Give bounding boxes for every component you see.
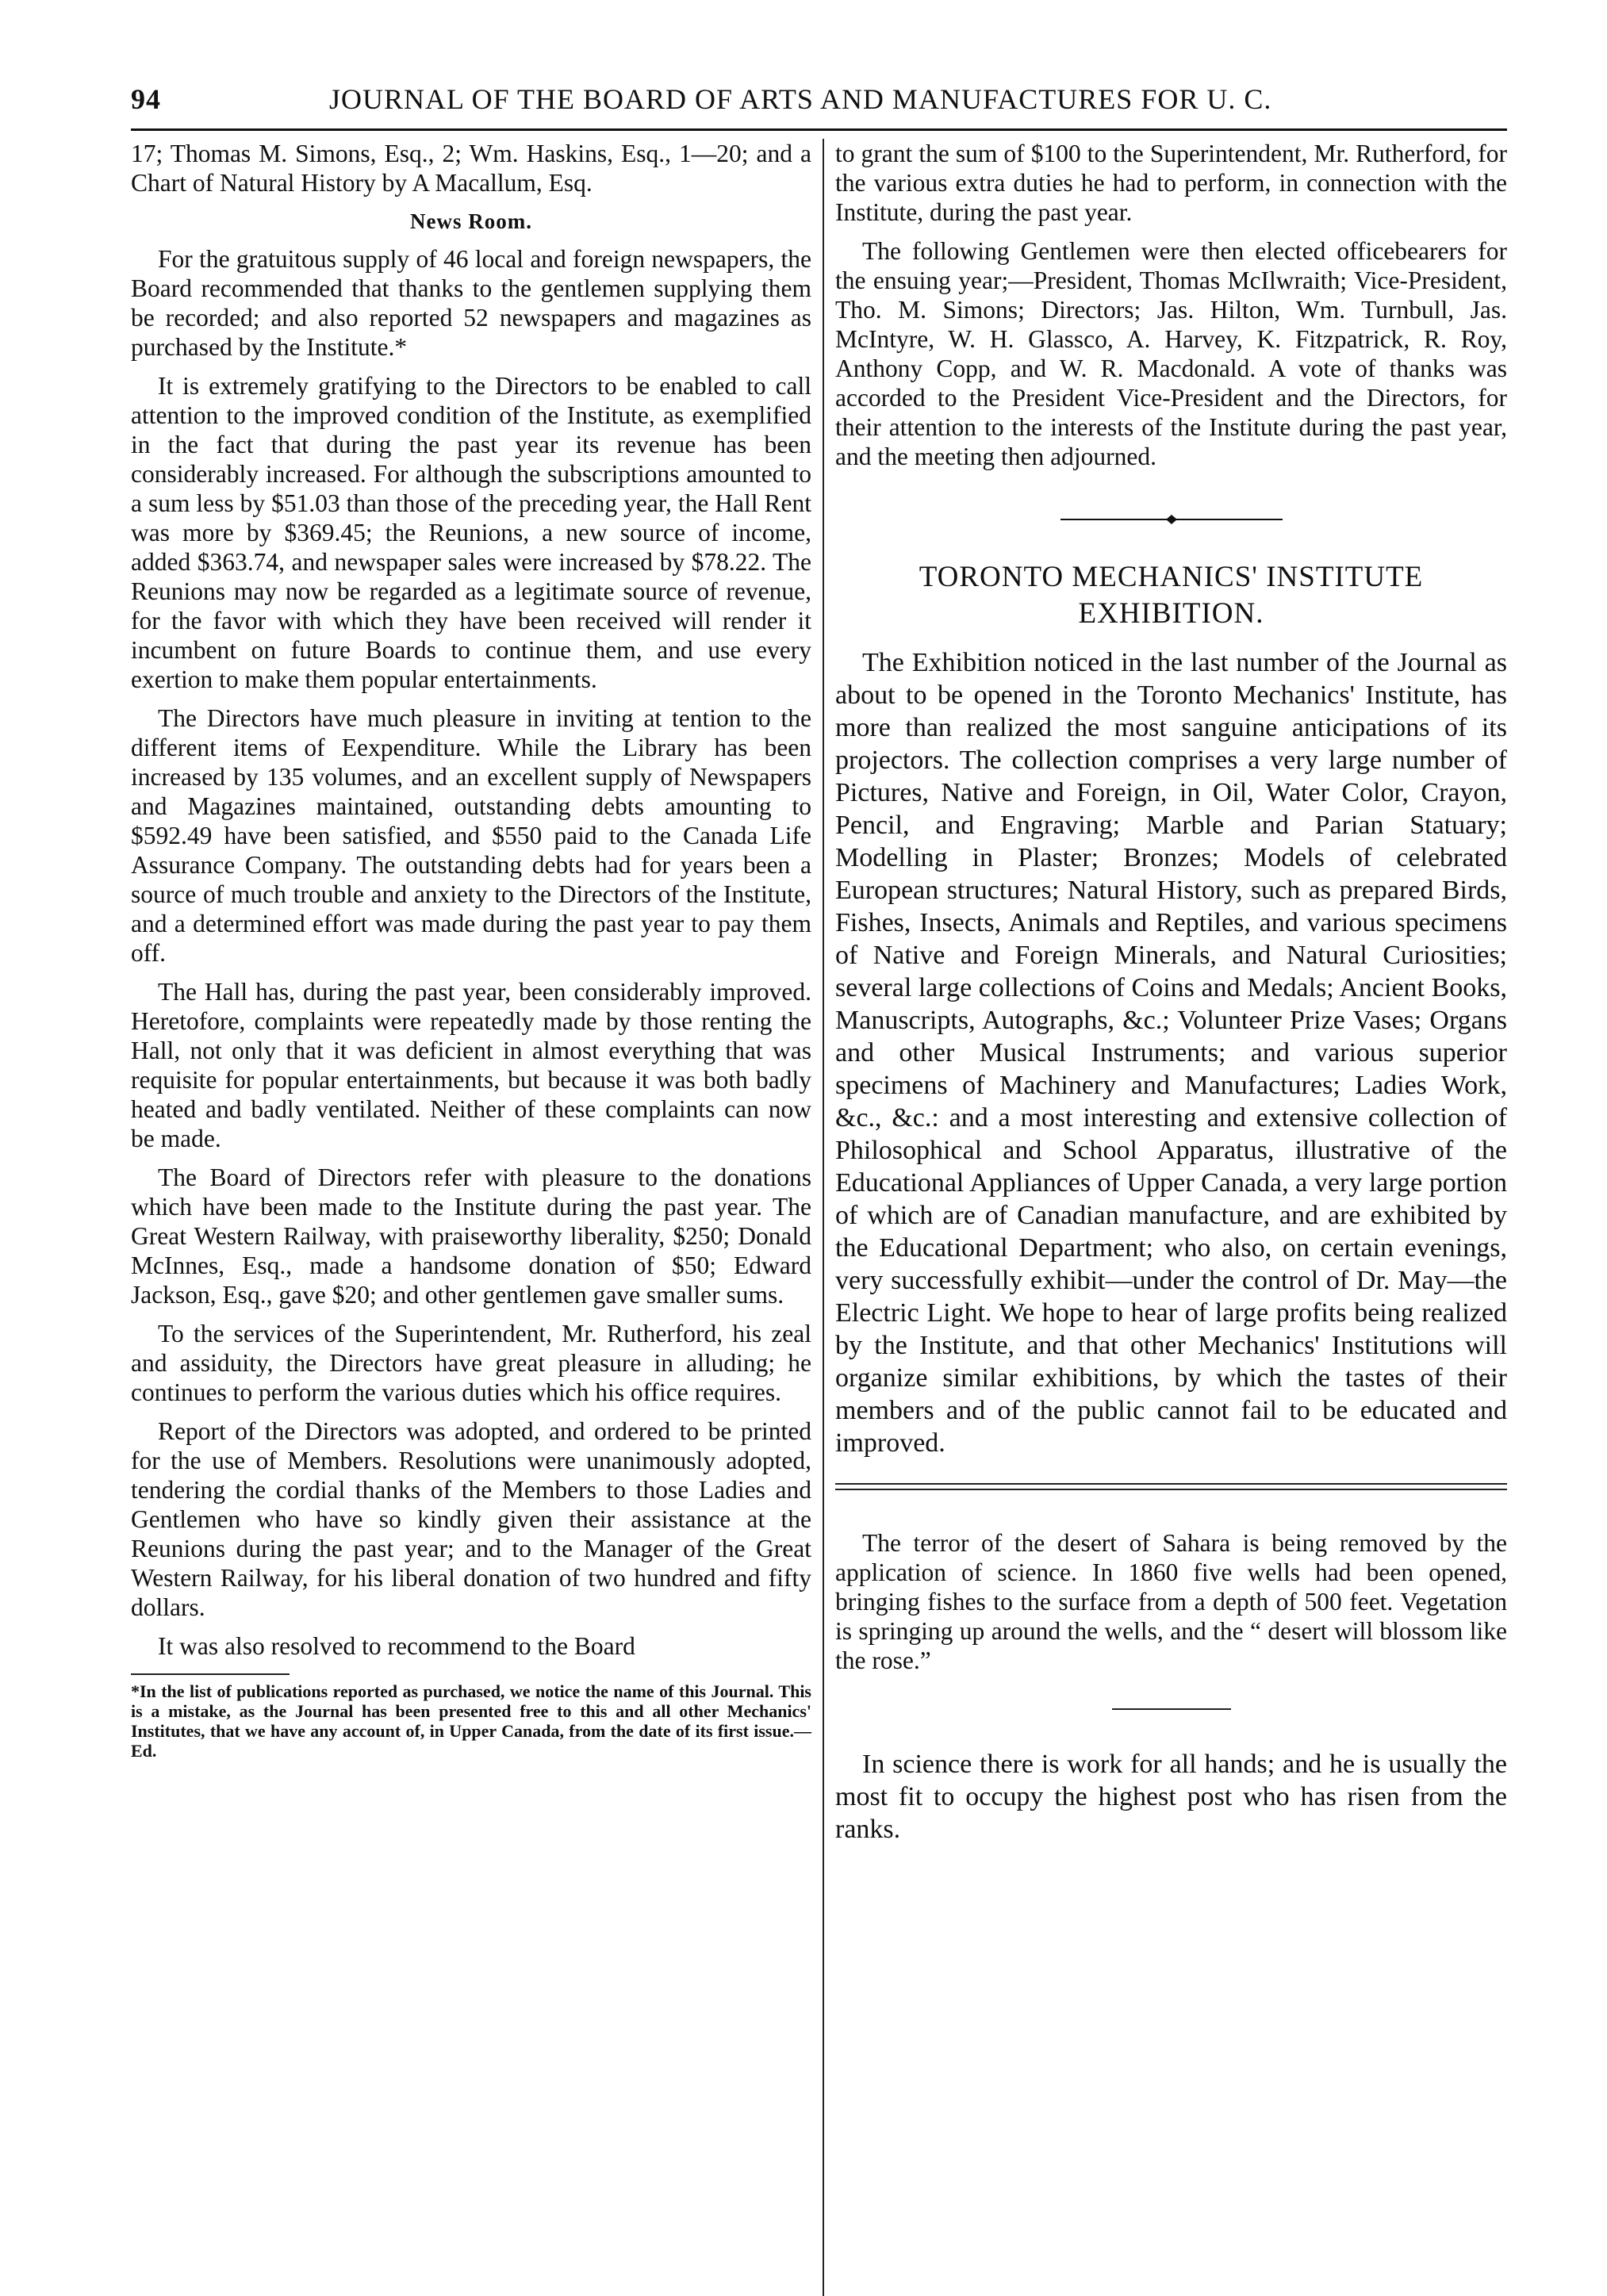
paragraph-hall: The Hall has, during the past year, been considerably improved. Heretofore, complaints were repeatedly made by those renting the Hall, not only that it was deficient in almost everything that was requisite for popular entertainments, but because it was both badly heated and badly ventilated. Neither of these complaints can now be made. xyxy=(131,978,811,1152)
double-rule xyxy=(835,1483,1507,1490)
paragraph-report: Report of the Directors was adopted, and ordered to be printed for the use of Members. Resolutions were unanimously adopted, tendering the cordial thanks of the Members to those Ladies and Gentlemen who have so kindly given their assistance at the Reunions during the past year; and to the Manager of the Great Western Railway, for his liberal donation of two hundred and fifty dollars. xyxy=(131,1417,811,1621)
exhibition-title-line-2: EXHIBITION. xyxy=(1078,597,1264,630)
paragraph-sahara: The terror of the desert of Sahara is being removed by the application of science. In 1860 five wells had been opened, bringing fishes to the surface from a depth of 500 feet. Vegetation is springing up around the wells, and the “ desert will blossom like the rose.” xyxy=(835,1529,1507,1674)
exhibition-title xyxy=(835,559,1507,632)
paragraph-science: In science there is work for all hands; and he is usually the most fit to occupy the highest post who has risen from the ranks. xyxy=(835,1750,1507,1844)
paragraph-intro: 17; Thomas M. Simons, Esq., 2; Wm. Haskins, Esq., 1—20; and a Chart of Natural History by A Macallum, Esq. xyxy=(131,140,811,197)
ornament-rule-icon xyxy=(1060,514,1283,525)
left-column xyxy=(131,139,811,1761)
exhibition-title-line-1: TORONTO MECHANICS' INSTITUTE xyxy=(919,561,1424,593)
paragraph-exhibition: The Exhibition noticed in the last number of the Journal as about to be opened in the Toronto Mechanics' Institute, has more than realized the most sanguine anticipations of its projectors. The collection comprises a very large number of Pictures, Native and Foreign, in Oil, Water Color, Crayon, Pencil, and Engraving; Marble and Parian Statuary; Modelling in Plaster; Bronzes; Models of celebrated European structures; Natural History, such as prepared Birds, Fishes, Insects, Animals and Reptiles, and various specimens of Native and Foreign Minerals, and Natural Curiosities; several large collections of Coins and Medals; Ancient Books, Manuscripts, Autographs, &c.; Volunteer Prize Vases; Organs and other Musical Instruments; and various superior specimens of Machinery and Manufactures; Ladies Work, &c., &c.: and a most interesting and extensive collection of Philosophical and School Apparatus, illustrative of the Educational Appliances of Upper Canada, a very large portion of which are of Canadian manufacture, and are exhibited by the Educational Department; who also, on certain evenings, very successfully exhibit—under the control of Dr. May—the Electric Light. We hope to hear of large profits being realized by the Institute, and that other Mechanics' Institutions will organize similar exhibitions, by which the tastes of their members and of the public cannot fail to be educated and improved. xyxy=(835,648,1507,1458)
news-room-heading: News Room. xyxy=(410,209,532,233)
running-title: JOURNAL OF THE BOARD OF ARTS AND MANUFACTURES FOR U. C. xyxy=(329,83,1272,115)
column-divider xyxy=(823,139,824,2296)
section-ornament xyxy=(835,506,1507,535)
running-header xyxy=(131,82,1507,122)
paragraph-officers: The following Gentlemen were then elected officebearers for the ensuing year;—President, Thomas McIlwraith; Vice-President, Tho. M. Simons; Directors; Jas. Hilton, Wm. Turnbull, Jas. McIntyre, W. H. Glassco, A. Harvey, K. Fitzpatrick, R. Roy, Anthony Copp, and W. R. Macdonald. A vote of thanks was accorded to the President Vice-President and the Directors, for their attention to the interests of the Institute during the past year, and the meeting then adjourned. xyxy=(835,237,1507,470)
footnote: *In the list of publications reported as purchased, we notice the name of this Journal. This is a mistake, as the Journal has been presented free to this and all other Mechanics' Institutes, that we have any account of, in Upper Canada, from the date of its first issue.—Ed. xyxy=(131,1681,811,1761)
paragraph-grant: to grant the sum of $100 to the Superintendent, Mr. Rutherford, for the various extra duties he had to perform, in connection with the Institute, during the past year. xyxy=(835,140,1507,226)
page-number: 94 xyxy=(131,83,161,115)
paragraph-resolved: It was also resolved to recommend to the Board xyxy=(158,1632,635,1660)
paragraph-expenditure: The Directors have much pleasure in inviting at tention to the different items of Eexpenditure. While the Library has been increased by 135 volumes, and an excellent supply of Newspapers and Magazines maintained, outstanding debts amounting to $592.49 have been satisfied, and $550 paid to the Canada Life Assurance Company. The outstanding debts had for years been a source of much trouble and anxiety to the Directors of the Institute, and a determined effort was made during the past year to pay them off. xyxy=(131,704,811,967)
header-rule xyxy=(131,128,1507,131)
right-column xyxy=(835,139,1507,1855)
paragraph-gratifying: It is extremely gratifying to the Directors to be enabled to call attention to the improved condition of the Institute, as exemplified in the fact that during the past year its revenue has been considerably increased. For although the subscriptions amounted to a sum less by $51.03 than those of the preceding year, the Hall Rent was more by $369.45; the Reunions, a new source of income, added $363.74, and newspaper sales were increased by $78.22. The Reunions may now be regarded as a legitimate source of revenue, for the favor with which they have been received will render it incumbent on future Boards to continue them, and use every exertion to make them popular entertainments. xyxy=(131,372,811,693)
short-rule xyxy=(1112,1708,1231,1710)
paragraph-superintendent: To the services of the Superintendent, Mr. Rutherford, his zeal and assiduity, the Directors have great pleasure in alluding; he continues to perform the various duties which his office requires. xyxy=(131,1320,811,1406)
footnote-rule xyxy=(131,1673,290,1675)
paragraph-news: For the gratuitous supply of 46 local and foreign newspapers, the Board recommended that thanks to the gentlemen supplying them be recorded; and also reported 52 newspapers and magazines as purchased by the Institute.* xyxy=(131,245,811,361)
paragraph-donations: The Board of Directors refer with pleasure to the donations which have been made to the Institute during the past year. The Great Western Railway, with praiseworthy liberality, $250; Donald McInnes, Esq., made a handsome donation of $50; Edward Jackson, Esq., gave $20; and other gentlemen gave smaller sums. xyxy=(131,1163,811,1309)
